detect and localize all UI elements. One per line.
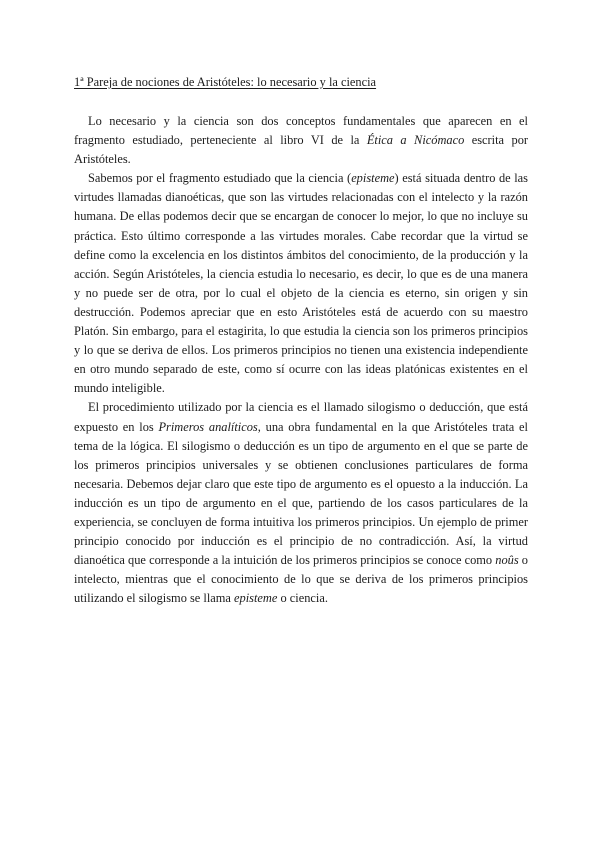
section-heading: 1ª Pareja de nociones de Aristóteles: lo necesario y la ciencia	[74, 75, 377, 89]
paragraph-ciencia	[74, 169, 528, 398]
text-run: El procedimiento utilizado por la ciencia es el llamado silogismo o deducción, que está expuesto en los	[74, 400, 528, 434]
term-episteme: episteme	[234, 591, 278, 606]
book-title-primeros-analiticos: Primeros analíticos	[158, 419, 258, 434]
text-run: o intelecto, mientras que el conocimiento de lo que se deriva de los primeros principios utilizando el silogismo se llama	[74, 553, 528, 606]
text-run: escrita por Aristóteles.	[74, 133, 529, 167]
text-run: ) está situada dentro de las virtudes llamadas dianoéticas, que son las virtudes relacionadas con el intelecto y la razón humana. De ellas podemos decir que se encargan de conocer lo mejor, lo que no incluye su práctica. Esto último corresponde a las virtudes morales. Cabe recordar que la virtud se define como la excelencia en los distintos ámbitos del conocimiento, de la producción y la acción. Según Aristóteles, la ciencia estudia lo necesario, es decir, lo que es de una manera y no puede ser de otra, por lo cual el objeto de la ciencia es eterno, sin origen y sin destrucción. Podemos apreciar que en esto Aristóteles está de acuerdo con su maestro Platón. Sin embargo, para el estagirita, lo que estudia la ciencia son los primeros principios y lo que se deriva de ellos. Los primeros principios no tienen una existencia independiente en otro mundo separado de este, como sí ocurre con las ideas platónicas existentes en el mundo inteligible.	[74, 171, 528, 396]
text-run: , una obra fundamental en la que Aristóteles trata el tema de la lógica. El silogismo o deducción es un tipo de argumento en el que se parte de los primeros principios universales y se obtienen conclusiones particulares de forma necesaria. Debemos dejar claro que este tipo de argumento es el opuesto a la inducción. La inducción es un tipo de argumento en el que, partiendo de los casos particulares de la experiencia, se concluyen de forma intuitiva los primeros principios. Un ejemplo de primer principio conocido por inducción es el principio de no contradicción. Así, la virtud dianoética que corresponde a la intuición de los primeros principios se conoce como	[74, 419, 528, 568]
term-episteme: episteme	[351, 171, 395, 186]
book-title-etica-a-nicomaco: Ética a Nicómaco	[366, 133, 465, 148]
body-text	[74, 112, 528, 608]
text-run: Sabemos por el fragmento estudiado que la ciencia (	[88, 171, 352, 186]
paragraph-intro	[74, 112, 528, 169]
text-run: o ciencia.	[277, 591, 328, 606]
term-nous: noûs	[495, 553, 519, 568]
paragraph-silogismo	[74, 398, 528, 608]
text-run: Lo necesario y la ciencia son dos conceptos fundamentales que aparecen en el fragmento estudiado, perteneciente al libro VI de la	[74, 114, 528, 148]
